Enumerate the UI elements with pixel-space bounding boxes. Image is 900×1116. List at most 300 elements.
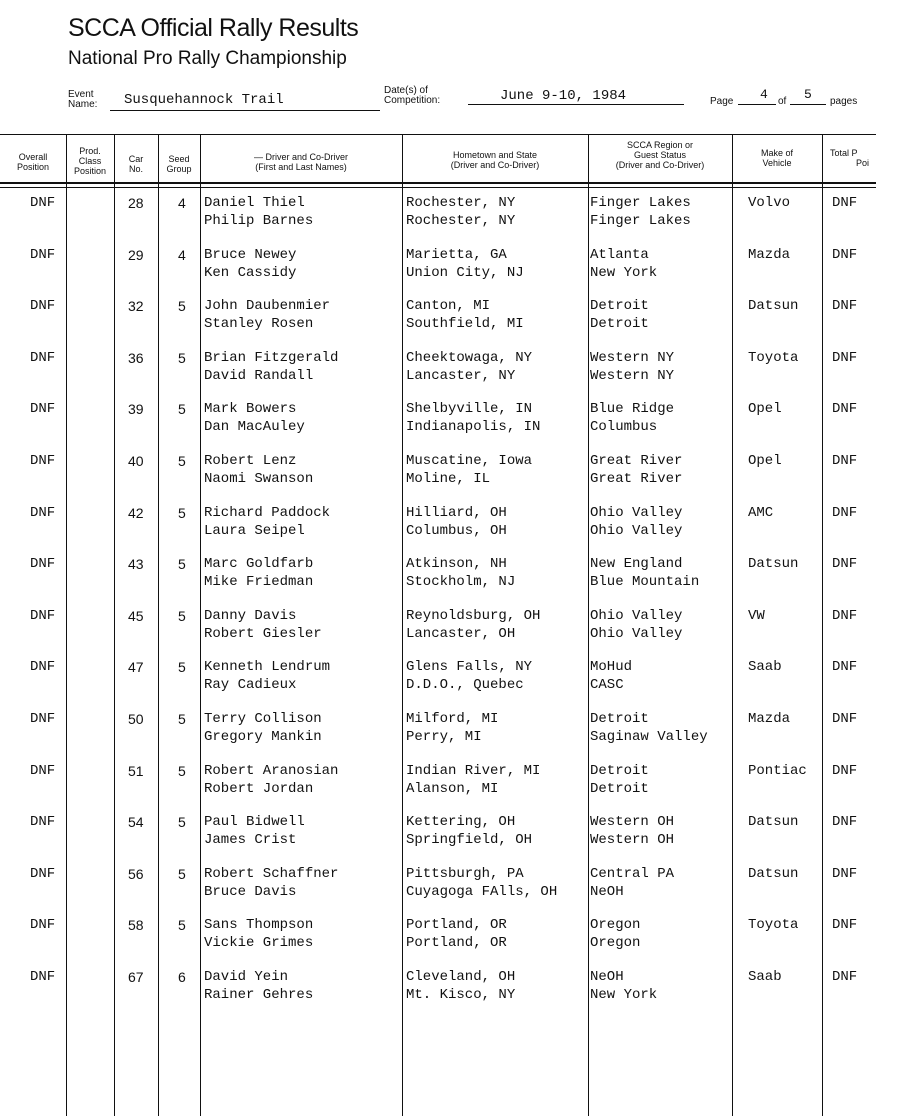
car-number-cell: [128, 297, 144, 315]
table-row: [0, 912, 900, 964]
position-cell-pos: DNF: [30, 659, 56, 676]
col-header-region-line3: (Driver and Co-Driver): [615, 160, 705, 170]
driver-cell-driver: Paul Bidwell: [204, 814, 305, 831]
hometown-cell-home2: Columbus, OH: [406, 522, 507, 539]
make-cell: [748, 968, 782, 986]
seed-group-cell: [178, 968, 186, 986]
region-cell-reg1: Atlanta: [590, 246, 649, 263]
driver-cell-codriver: Laura Seipel: [204, 522, 305, 539]
driver-cell-driver: Bruce Newey: [204, 246, 297, 263]
make-cell: [748, 246, 790, 264]
hometown-cell-home2: Lancaster, OH: [406, 625, 516, 642]
hometown-cell-home2: Rochester, NY: [406, 213, 516, 229]
region-cell-reg1: Detroit: [590, 711, 649, 727]
total-points-cell-total: DNF: [832, 917, 858, 934]
col-header-prod-line2: Class: [78, 156, 102, 166]
make-cell-make: Saab: [748, 659, 782, 676]
table-row: [0, 861, 900, 913]
col-header-make-line2: Vehicle: [762, 158, 792, 168]
seed-group-cell-seed: 4: [178, 246, 186, 263]
col-header-hometown: [402, 150, 588, 170]
region-cell-reg2: NeOH: [590, 883, 624, 900]
driver-cell-driver: Kenneth Lendrum: [204, 659, 331, 676]
seed-group-cell: [178, 607, 186, 625]
col-header-seed-line1: Seed: [168, 154, 190, 164]
seed-group-cell: [178, 194, 186, 212]
table-row: [0, 964, 900, 1016]
seed-group-cell-seed: 5: [178, 865, 186, 882]
seed-group-cell-seed: 5: [178, 556, 186, 573]
total-points-cell-total: DNF: [832, 762, 858, 779]
hometown-cell: [406, 607, 540, 643]
seed-group-cell: [178, 246, 186, 264]
driver-cell-codriver: Robert Jordan: [204, 780, 314, 797]
total-points-cell: [832, 658, 857, 676]
date-label: [384, 86, 440, 106]
car-number-cell-car: 43: [128, 556, 144, 573]
of-label: of: [778, 96, 787, 107]
car-number-cell: [128, 813, 144, 831]
total-points-cell-total: DNF: [832, 504, 858, 521]
seed-group-cell: [178, 865, 186, 883]
region-cell-reg2: Ohio Valley: [590, 625, 683, 642]
event-name-underline: [110, 110, 380, 111]
region-cell-reg2: Saginaw Valley: [590, 729, 708, 745]
make-cell-make: VW: [748, 607, 765, 624]
seed-group-cell: [178, 400, 186, 418]
total-points-cell-total: DNF: [832, 453, 858, 469]
date-value: June 9-10, 1984: [500, 88, 627, 104]
region-cell-reg2: Detroit: [590, 780, 649, 797]
page-total-underline: [790, 104, 826, 105]
seed-group-cell: [178, 504, 186, 522]
seed-group-cell-seed: 6: [178, 969, 186, 985]
event-label-line1: Event: [68, 89, 94, 100]
make-cell: [748, 194, 790, 212]
hometown-cell-home1: Cheektowaga, NY: [406, 349, 533, 366]
driver-cell: [204, 349, 338, 385]
driver-cell-codriver: Ray Cadieux: [204, 677, 297, 694]
seed-group-cell: [178, 555, 186, 573]
hometown-cell-home1: Marietta, GA: [406, 246, 507, 263]
col-header-overall-line2: Position: [16, 162, 50, 172]
seed-group-cell: [178, 349, 186, 367]
total-points-cell: [832, 246, 857, 264]
seed-group-cell: [178, 813, 186, 831]
col-header-seed: [158, 154, 200, 174]
position-cell-pos: DNF: [30, 504, 56, 521]
position-cell-pos: DNF: [30, 969, 56, 985]
position-cell-pos: DNF: [30, 711, 56, 727]
col-header-total-line1: Total P: [830, 148, 858, 158]
col-header-make-line1: Make of: [760, 148, 793, 158]
hometown-cell-home2: Indianapolis, IN: [406, 419, 541, 436]
col-header-seed-line2: Group: [166, 164, 192, 174]
seed-group-cell: [178, 762, 186, 780]
hometown-cell-home1: Rochester, NY: [406, 195, 516, 211]
seed-group-cell-seed: 5: [178, 298, 186, 315]
table-row: [0, 448, 900, 500]
page-number: 4: [760, 87, 768, 102]
position-cell: [30, 452, 55, 470]
col-header-region-line2: Guest Status: [633, 150, 687, 160]
driver-cell: [204, 968, 313, 1004]
position-cell: [30, 349, 55, 367]
col-header-car: [114, 154, 158, 174]
hometown-cell-home1: Canton, MI: [406, 298, 491, 315]
make-cell: [748, 555, 798, 573]
driver-cell-codriver: Stanley Rosen: [204, 316, 314, 333]
region-cell: [590, 297, 649, 333]
table-row: [0, 396, 900, 448]
make-cell: [748, 916, 798, 934]
total-points-cell-total: DNF: [832, 659, 858, 676]
document-title: SCCA Official Rally Results: [68, 14, 359, 42]
hometown-cell: [406, 658, 532, 694]
car-number-cell-car: 50: [128, 711, 144, 727]
region-cell-reg1: New England: [590, 556, 683, 573]
seed-group-cell: [178, 710, 186, 728]
make-cell-make: Datsun: [748, 865, 799, 882]
region-cell-reg1: Detroit: [590, 762, 649, 779]
region-cell-reg1: Ohio Valley: [590, 607, 683, 624]
hometown-cell-home1: Shelbyville, IN: [406, 401, 533, 418]
car-number-cell: [128, 246, 144, 264]
car-number-cell-car: 32: [128, 298, 144, 315]
col-header-driver: [200, 152, 402, 172]
region-cell: [590, 813, 674, 849]
hometown-cell-home2: Mt. Kisco, NY: [406, 987, 516, 1003]
make-cell: [748, 865, 798, 883]
table-row: [0, 551, 900, 603]
driver-cell-codriver: Philip Barnes: [204, 213, 314, 229]
col-header-overall-line1: Overall: [18, 152, 48, 162]
region-cell-reg1: Oregon: [590, 917, 641, 934]
position-cell: [30, 762, 55, 780]
make-cell-make: Datsun: [748, 814, 799, 831]
hometown-cell-home2: Union City, NJ: [406, 264, 524, 281]
total-points-cell: [832, 452, 857, 470]
total-points-cell: [832, 400, 857, 418]
make-cell: [748, 813, 798, 831]
driver-cell-driver: Mark Bowers: [204, 401, 297, 418]
driver-cell-codriver: David Randall: [204, 367, 314, 384]
seed-group-cell-seed: 5: [178, 814, 186, 831]
region-cell-reg1: Detroit: [590, 298, 649, 315]
hometown-cell-home2: D.D.O., Quebec: [406, 677, 524, 694]
hometown-cell-home1: Pittsburgh, PA: [406, 865, 524, 882]
hometown-cell: [406, 555, 515, 591]
car-number-cell-car: 40: [128, 453, 144, 469]
seed-group-cell-seed: 5: [178, 711, 186, 727]
position-cell: [30, 246, 55, 264]
car-number-cell: [128, 607, 144, 625]
total-points-cell: [832, 194, 857, 212]
total-points-cell-total: DNF: [832, 556, 858, 573]
region-cell-reg1: Western OH: [590, 814, 675, 831]
car-number-cell-car: 45: [128, 607, 144, 624]
car-number-cell: [128, 762, 144, 780]
total-points-cell: [832, 607, 857, 625]
total-points-cell: [832, 916, 857, 934]
total-points-cell-total: DNF: [832, 607, 858, 624]
document-subtitle: National Pro Rally Championship: [68, 48, 347, 69]
position-cell: [30, 555, 55, 573]
position-cell: [30, 813, 55, 831]
position-cell: [30, 916, 55, 934]
position-cell: [30, 194, 55, 212]
hometown-cell-home2: Moline, IL: [406, 471, 491, 487]
position-cell: [30, 710, 55, 728]
driver-cell-driver: Sans Thompson: [204, 917, 314, 934]
total-points-cell-total: DNF: [832, 298, 858, 315]
date-label-line1: Date(s) of: [384, 85, 428, 96]
car-number-cell-car: 56: [128, 865, 144, 882]
driver-cell-codriver: Bruce Davis: [204, 883, 297, 900]
hometown-cell: [406, 865, 557, 901]
car-number-cell: [128, 865, 144, 883]
car-number-cell-car: 51: [128, 762, 144, 779]
table-row: [0, 706, 900, 758]
region-cell-reg1: Great River: [590, 453, 683, 469]
car-number-cell: [128, 349, 144, 367]
seed-group-cell-seed: 4: [178, 195, 186, 211]
position-cell-pos: DNF: [30, 298, 56, 315]
hometown-cell-home1: Muscatine, Iowa: [406, 453, 533, 469]
position-cell: [30, 968, 55, 986]
total-points-cell: [832, 813, 857, 831]
seed-group-cell-seed: 5: [178, 453, 186, 469]
driver-cell-driver: Danny Davis: [204, 607, 297, 624]
header-bottom-rule-2: [0, 187, 876, 188]
position-cell-pos: DNF: [30, 556, 56, 573]
position-cell: [30, 400, 55, 418]
seed-group-cell-seed: 5: [178, 401, 186, 418]
position-cell-pos: DNF: [30, 453, 56, 469]
hometown-cell: [406, 762, 540, 798]
col-header-overall: [0, 152, 66, 172]
region-cell: [590, 762, 649, 798]
seed-group-cell: [178, 916, 186, 934]
total-points-cell-total: DNF: [832, 711, 858, 727]
total-points-cell: [832, 349, 857, 367]
make-cell-make: Datsun: [748, 298, 799, 315]
region-cell-reg1: Blue Ridge: [590, 401, 675, 418]
car-number-cell-car: 47: [128, 659, 144, 676]
event-label: [68, 90, 97, 110]
hometown-cell: [406, 813, 532, 849]
position-cell-pos: DNF: [30, 762, 56, 779]
make-cell: [748, 400, 782, 418]
make-cell-make: Mazda: [748, 246, 791, 263]
driver-cell-codriver: Rainer Gehres: [204, 987, 314, 1003]
col-header-car-line1: Car: [128, 154, 144, 164]
col-header-car-line2: No.: [128, 164, 143, 174]
total-points-cell-total: DNF: [832, 814, 858, 831]
position-cell-pos: DNF: [30, 195, 56, 211]
driver-cell-codriver: Mike Friedman: [204, 574, 314, 591]
hometown-cell-home2: Stockholm, NJ: [406, 574, 516, 591]
position-cell-pos: DNF: [30, 401, 56, 418]
driver-cell: [204, 452, 313, 488]
table-row: [0, 242, 900, 294]
driver-cell: [204, 555, 313, 591]
col-header-total-line2: Poi: [856, 158, 870, 168]
driver-cell-driver: Robert Aranosian: [204, 762, 339, 779]
region-cell-reg1: Western NY: [590, 349, 675, 366]
total-points-cell-total: DNF: [832, 349, 858, 366]
region-cell: [590, 916, 640, 952]
total-points-cell: [832, 762, 857, 780]
col-header-home-line1: Hometown and State: [452, 150, 538, 160]
car-number-cell-car: 28: [128, 195, 144, 211]
driver-cell: [204, 607, 322, 643]
position-cell: [30, 297, 55, 315]
col-header-home-line2: (Driver and Co-Driver): [450, 160, 540, 170]
event-label-line2: Name:: [68, 99, 98, 110]
hometown-cell-home2: Perry, MI: [406, 729, 482, 745]
driver-cell-driver: Robert Schaffner: [204, 865, 339, 882]
driver-cell: [204, 813, 305, 849]
table-row: [0, 809, 900, 861]
hometown-cell: [406, 194, 515, 230]
hometown-cell: [406, 452, 532, 488]
page-number-underline: [738, 104, 776, 105]
make-cell: [748, 297, 798, 315]
total-points-cell-total: DNF: [832, 246, 858, 263]
driver-cell-codriver: Gregory Mankin: [204, 729, 322, 745]
driver-cell: [204, 762, 338, 798]
driver-cell-driver: Daniel Thiel: [204, 195, 305, 211]
position-cell-pos: DNF: [30, 246, 56, 263]
driver-cell-codriver: Dan MacAuley: [204, 419, 305, 436]
hometown-cell-home1: Portland, OR: [406, 917, 507, 934]
seed-group-cell: [178, 452, 186, 470]
table-row: [0, 293, 900, 345]
make-cell-make: Toyota: [748, 349, 799, 366]
region-cell-reg1: NeOH: [590, 969, 624, 985]
car-number-cell-car: 39: [128, 401, 144, 418]
region-cell: [590, 452, 682, 488]
date-label-line2: Competition:: [384, 95, 441, 106]
driver-cell-driver: Richard Paddock: [204, 504, 331, 521]
total-points-cell: [832, 297, 857, 315]
hometown-cell-home1: Hilliard, OH: [406, 504, 507, 521]
driver-cell: [204, 658, 330, 694]
region-cell: [590, 865, 674, 901]
make-cell: [748, 607, 765, 625]
driver-cell: [204, 865, 338, 901]
car-number-cell: [128, 194, 144, 212]
car-number-cell: [128, 504, 144, 522]
make-cell: [748, 762, 807, 780]
col-header-driver-line1: — Driver and Co-Driver: [253, 152, 349, 162]
total-points-cell: [832, 865, 857, 883]
make-cell: [748, 658, 782, 676]
region-cell-reg2: Oregon: [590, 935, 641, 952]
car-number-cell-car: 58: [128, 917, 144, 934]
hometown-cell-home2: Springfield, OH: [406, 832, 533, 849]
total-points-cell-total: DNF: [832, 195, 858, 211]
car-number-cell: [128, 658, 144, 676]
make-cell-make: Opel: [748, 401, 782, 418]
region-cell: [590, 504, 682, 540]
col-header-prod-class: [66, 146, 114, 176]
seed-group-cell-seed: 5: [178, 762, 186, 779]
table-row: [0, 654, 900, 706]
hometown-cell-home1: Cleveland, OH: [406, 969, 516, 985]
col-header-prod-line1: Prod.: [79, 146, 101, 156]
date-underline: [468, 104, 684, 105]
hometown-cell: [406, 504, 507, 540]
hometown-cell-home1: Indian River, MI: [406, 762, 541, 779]
hometown-cell-home1: Glens Falls, NY: [406, 659, 533, 676]
region-cell-reg2: CASC: [590, 677, 624, 694]
col-header-region: [588, 140, 732, 170]
make-cell-make: Pontiac: [748, 762, 807, 779]
driver-cell: [204, 246, 296, 282]
hometown-cell: [406, 968, 515, 1004]
position-cell-pos: DNF: [30, 814, 56, 831]
page-label: Page: [710, 96, 734, 107]
seed-group-cell: [178, 658, 186, 676]
position-cell: [30, 504, 55, 522]
total-points-cell-total: DNF: [832, 969, 858, 985]
region-cell: [590, 710, 708, 746]
hometown-cell-home2: Alanson, MI: [406, 780, 499, 797]
make-cell-make: Volvo: [748, 195, 791, 211]
region-cell: [590, 555, 699, 591]
hometown-cell-home1: Kettering, OH: [406, 814, 516, 831]
seed-group-cell: [178, 297, 186, 315]
make-cell-make: Opel: [748, 453, 782, 469]
make-cell: [748, 452, 782, 470]
make-cell-make: AMC: [748, 504, 774, 521]
col-header-region-line1: SCCA Region or: [626, 140, 694, 150]
hometown-cell: [406, 246, 524, 282]
col-header-driver-line2: (First and Last Names): [255, 162, 347, 172]
region-cell-reg2: Great River: [590, 471, 683, 487]
region-cell: [590, 607, 682, 643]
hometown-cell-home2: Cuyagoga FAlls, OH: [406, 883, 558, 900]
make-cell-make: Saab: [748, 969, 782, 985]
region-cell-reg2: Columbus: [590, 419, 658, 436]
region-cell-reg1: Central PA: [590, 865, 675, 882]
region-cell: [590, 968, 657, 1004]
position-cell-pos: DNF: [30, 865, 56, 882]
make-cell: [748, 349, 798, 367]
position-cell-pos: DNF: [30, 607, 56, 624]
table-row: [0, 190, 900, 242]
region-cell-reg2: New York: [590, 264, 658, 281]
region-cell: [590, 658, 632, 694]
table-row: [0, 345, 900, 397]
car-number-cell-car: 29: [128, 246, 144, 263]
car-number-cell: [128, 452, 144, 470]
make-cell-make: Mazda: [748, 711, 791, 727]
hometown-cell-home2: Southfield, MI: [406, 316, 524, 333]
seed-group-cell-seed: 5: [178, 917, 186, 934]
driver-cell: [204, 297, 330, 333]
col-header-total-points: [830, 148, 900, 168]
car-number-cell: [128, 710, 144, 728]
driver-cell-driver: David Yein: [204, 969, 289, 985]
hometown-cell: [406, 710, 498, 746]
car-number-cell: [128, 400, 144, 418]
region-cell-reg2: Blue Mountain: [590, 574, 700, 591]
driver-cell-driver: Terry Collison: [204, 711, 322, 727]
driver-cell: [204, 710, 322, 746]
